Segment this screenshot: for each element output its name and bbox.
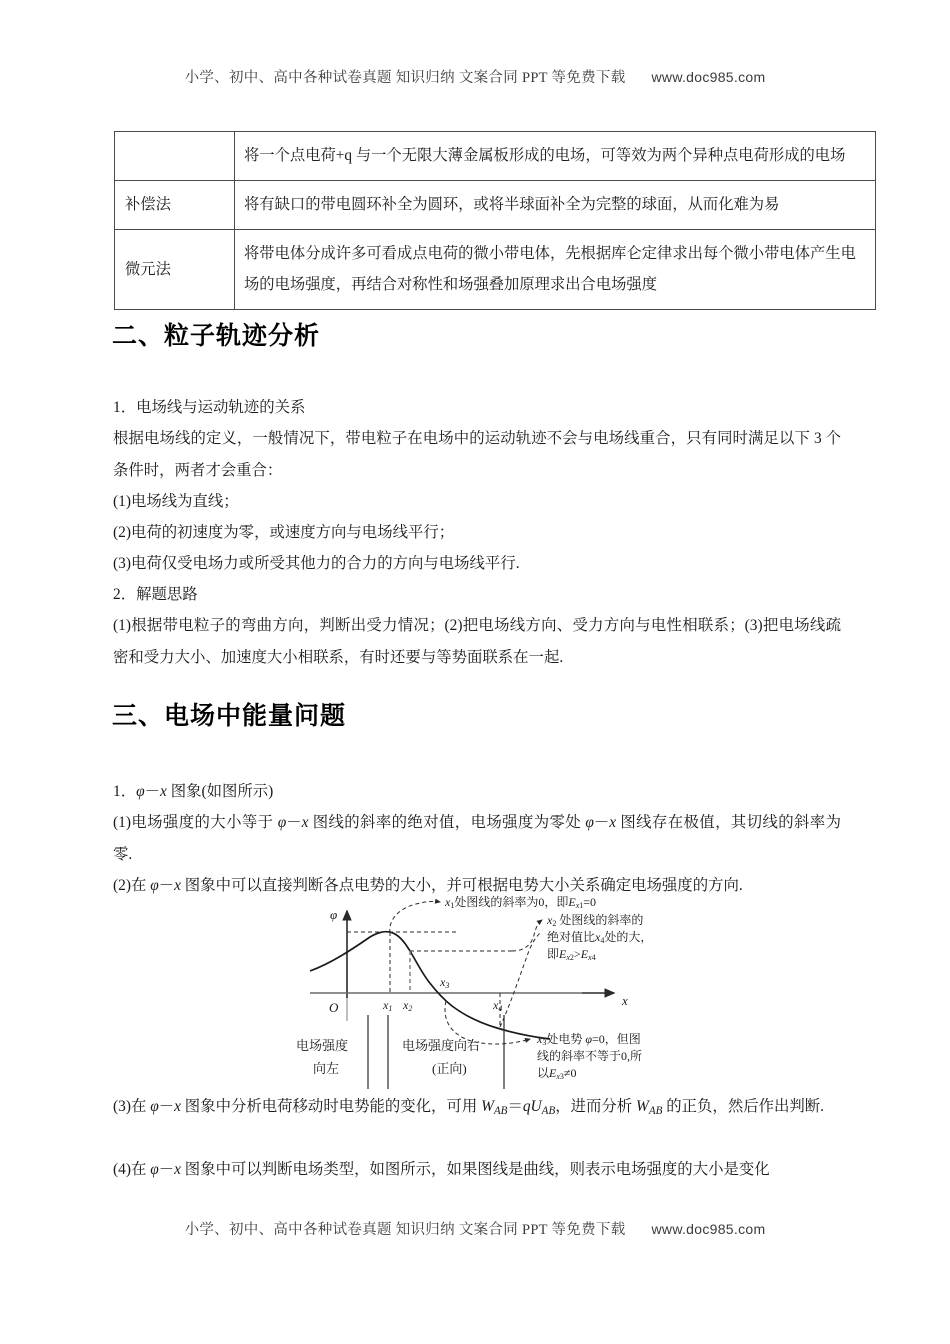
text-fragment: 图象中可以判断电场类型，如图所示，如果图线是曲线，则表示电场强度的大小是变化 [180,1161,770,1178]
para-item1-title: 1．电场线与运动轨迹的关系 [113,399,306,416]
symbol-minus: － [286,814,302,831]
leader-annotation-2b [500,933,540,1027]
table-cell-description: 将带电体分成许多可看成点电荷的微小带电体，先根据库仑定律求出每个微小带电体产生电场的电场强度，再结合对称性和场强叠加原理求出合电场强度 [235,230,876,310]
formula-w: W [481,1098,494,1115]
symbol-minus: － [144,783,161,800]
symbol-x: x [160,783,167,800]
para-item1-body: 根据电场线的定义，一般情况下，带电粒子在电场中的运动轨迹不会与电场线重合，只有同时满足以下 3 个条件时，两者才会重合： [113,430,841,479]
symbol-minus: － [158,877,175,894]
annotation-1: x1处图线的斜率为0，即Ex1=0 [445,895,597,910]
para-condition-1: (1)电场线为直线； [113,493,239,510]
text-fragment: (4)在 [113,1161,151,1178]
symbol-x: x [301,814,309,831]
formula-w-ab [481,1098,508,1118]
para-item2-title: 2．解题思路 [113,586,198,603]
para-phi-x-title [113,776,841,808]
annotation-3-line3: 以Ex3≠0 [537,1066,577,1081]
running-head [0,66,950,87]
table-cell-description: 将有缺口的带电圆环补全为圆环，或将半球面补全为完整的球面，从而化难为易 [235,181,876,230]
text-fragment: 图象中分析电荷移动时电势能的变化，可用 [180,1098,482,1115]
phi-x-diagram [282,893,702,1098]
symbol-phi: φ [277,814,287,831]
symbol-phi: φ [150,1098,159,1115]
annotation-2-line1: x2 处图线的斜率的 [547,913,644,928]
running-head-text: 小学、初中、高中各种试卷真题 知识归纳 文案合同 PPT 等免费下载 [184,70,626,86]
formula-equals: ＝ [507,1098,523,1115]
symbol-x: x [174,877,181,894]
region-left-label-line1: 电场强度 [296,1038,349,1053]
tick-label-x2: x2 [403,998,413,1013]
symbol-phi: φ [136,783,145,800]
tick-label-x1: x1 [383,998,393,1013]
running-head-url: www.doc985.com [651,69,766,85]
symbol-minus: － [593,814,610,831]
para-item2-body: (1)根据带电粒子的弯曲方向，判断出受力情况；(2)把电场线方向、受力方向与电性相联系；(3)把电场线疏密和受力大小、加速度大小相联系，有时还要与等势面联系在一起. [113,617,841,666]
origin-label: O [329,1000,339,1015]
formula-qu: qU [522,1098,542,1115]
x-axis-label: x [622,993,628,1008]
symbol-phi: φ [150,877,159,894]
para-condition-3: (3)电荷仅受电场力或所受其他力的合力的方向与电场线平行. [113,555,520,572]
text-fragment: (2)在 [113,877,151,894]
table-cell-description: 将一个点电荷+q 与一个无限大薄金属板形成的电场，可等效为两个异种点电荷形成的电场 [235,132,876,181]
running-foot [0,1218,950,1239]
table-row [115,132,876,181]
text-fragment: (3)在 [113,1098,151,1115]
heading-section-two: 二、粒子轨迹分析 [112,321,321,350]
para-three-4 [113,1154,841,1186]
annotation-2-line2: 绝对值比x4处的大， [547,930,653,945]
formula-q-u-ab [522,1098,556,1118]
para-three-1 [113,807,841,870]
text-fragment: (1)电场强度的大小等于 [113,814,278,831]
region-right-label-line1: 电场强度向右 [402,1038,481,1053]
annotation-3-line1: x3处电势 φ=0，但图 [537,1032,641,1047]
formula-sub-ab: AB [648,1105,663,1118]
tick-label-x4: x4 [493,998,503,1013]
para-condition-2: (2)电荷的初速度为零，或速度方向与电场线平行； [113,524,455,541]
annotation-2-line3: 即Ex2>Ex4 [547,947,596,962]
symbol-minus: － [158,1161,175,1178]
text-fragment: 图线存在极值，其切线的斜率为零. [113,814,841,863]
symbol-phi: φ [150,1161,159,1178]
text-fragment: 的正负，然后作出判断. [662,1098,825,1115]
running-foot-url: www.doc985.com [651,1221,766,1237]
symbol-x: x [609,814,617,831]
table-row [115,181,876,230]
symbol-phi: φ [585,814,594,831]
formula-sub-ab: AB [493,1105,508,1118]
table-row [115,230,876,310]
text-fragment: 图线的斜率的绝对值，电场强度为零处 [308,814,586,831]
label-title-suffix: 图象(如图所示) [166,783,274,800]
tick-label-x3: x3 [440,975,450,990]
label-item-number: 1． [113,783,137,800]
table-cell-method: 微元法 [115,230,235,310]
formula-w: W [636,1098,649,1115]
region-left-label-line2: 向左 [313,1061,340,1076]
formula-w-ab-2 [636,1098,663,1118]
table-cell-method: 补偿法 [115,181,235,230]
symbol-x: x [174,1161,181,1178]
formula-sub-ab: AB [541,1105,556,1118]
table-cell-method [115,132,235,181]
leader-annotation-1 [390,901,440,933]
heading-section-three: 三、电场中能量问题 [112,701,347,730]
y-axis-label: φ [330,907,338,922]
annotation-3-line2: 线的斜率不等于0,所 [537,1049,643,1063]
text-fragment: ，进而分析 [555,1098,637,1115]
region-right-label-line2: (正向) [432,1061,467,1076]
text-fragment: 图象中可以直接判断各点电势的大小，并可根据电势大小关系确定电场强度的方向. [180,877,743,894]
phi-curve [310,932,550,1039]
symbol-minus: － [158,1098,175,1115]
running-foot-text: 小学、初中、高中各种试卷真题 知识归纳 文案合同 PPT 等免费下载 [184,1222,626,1238]
methods-table [114,131,876,310]
para-three-3 [113,1091,841,1128]
symbol-x: x [174,1098,181,1115]
